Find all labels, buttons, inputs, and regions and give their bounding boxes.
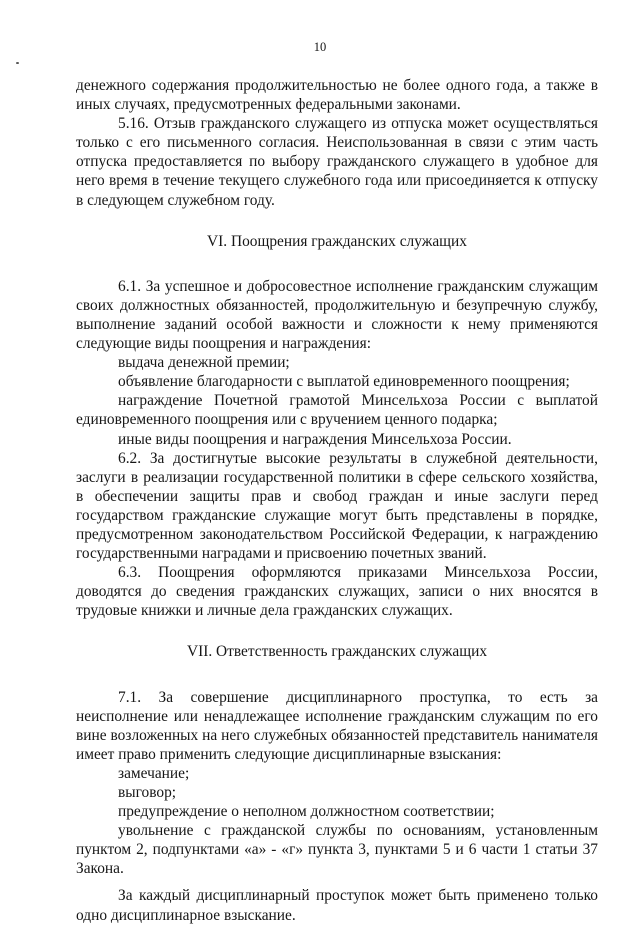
list-item-7-1-a: замечание; xyxy=(118,764,190,782)
list-item-6-1-a: выдача денежной премии; xyxy=(118,354,290,372)
paragraph-7-2: За каждый дисциплинарный проступок может быть применено только одно дисциплинарное взыскание. xyxy=(76,887,598,924)
list-item-6-1-b: объявление благодарности с выплатой единовременного поощрения; xyxy=(118,373,570,391)
section-heading-vi: VI. Поощрения гражданских служащих xyxy=(207,232,467,250)
paragraph-6-3: 6.3. Поощрения оформляются приказами Минсельхоза России, доводятся до сведения гражданских служащих, записи о них вносятся в трудовые книжки и личные дела гражданских служащих. xyxy=(76,564,598,620)
list-item-7-1-d: увольнение с гражданской службы по основаниям, установленным пунктом 2, подпунктами «а» - «г» пункта 3, пунктами 5 и 6 части 1 статьи 37 Закона. xyxy=(76,822,598,878)
list-item-7-1-c: предупреждение о неполном должностном соответствии; xyxy=(118,803,495,821)
paragraph-continuation: денежного содержания продолжительностью не более одного года, а также в иных случаях, предусмотренных федеральными законами. xyxy=(76,77,598,114)
paragraph-7-1: 7.1. За совершение дисциплинарного проступка, то есть за неисполнение или ненадлежащее исполнение гражданским служащим по его вине возложенных на него служебных обязанностей представитель нанимателя имеет право применить следующие дисциплинарные взыскания: xyxy=(76,688,598,763)
list-item-6-1-c: награждение Почетной грамотой Минсельхоза России с выплатой единовременного поощрения или с вручением ценного подарка; xyxy=(76,392,598,429)
list-item-6-1-d: иные виды поощрения и награждения Минсельхоза России. xyxy=(118,430,512,448)
paragraph-6-1: 6.1. За успешное и добросовестное исполнение гражданским служащим своих должностных обязанностей, продолжительную и безупречную службу, выполнение заданий особой важности и сложности к нему применяются следующие виды поощрения и награждения: xyxy=(76,277,598,353)
page-number: 10 xyxy=(313,40,327,54)
list-item-7-1-b: выговор; xyxy=(118,784,177,801)
document-body xyxy=(76,76,598,925)
paragraph-6-2: 6.2. За достигнутые высокие результаты в служебной деятельности, заслуги в реализации государственной политики в сфере сельского хозяйства, в обеспечении защиты прав и свобод граждан и иные заслуги перед государством гражданские служащие могут быть представлены в порядке, предусмотренном законодательством Российской Федерации, к награждению государственными наградами и присвоению почетных званий. xyxy=(76,449,598,563)
scan-artifact xyxy=(16,62,19,64)
paragraph-5-16: 5.16. Отзыв гражданского служащего из отпуска может осуществляться только с его письменного согласия. Неиспользованная в связи с этим часть отпуска предоставляется по выбору гражданского служащего в удобное для него время в течение текущего служебного года или присоединяется к отпуску в следующем служебном году. xyxy=(76,115,598,209)
section-heading-vii: VII. Ответственность гражданских служащих xyxy=(186,643,488,661)
